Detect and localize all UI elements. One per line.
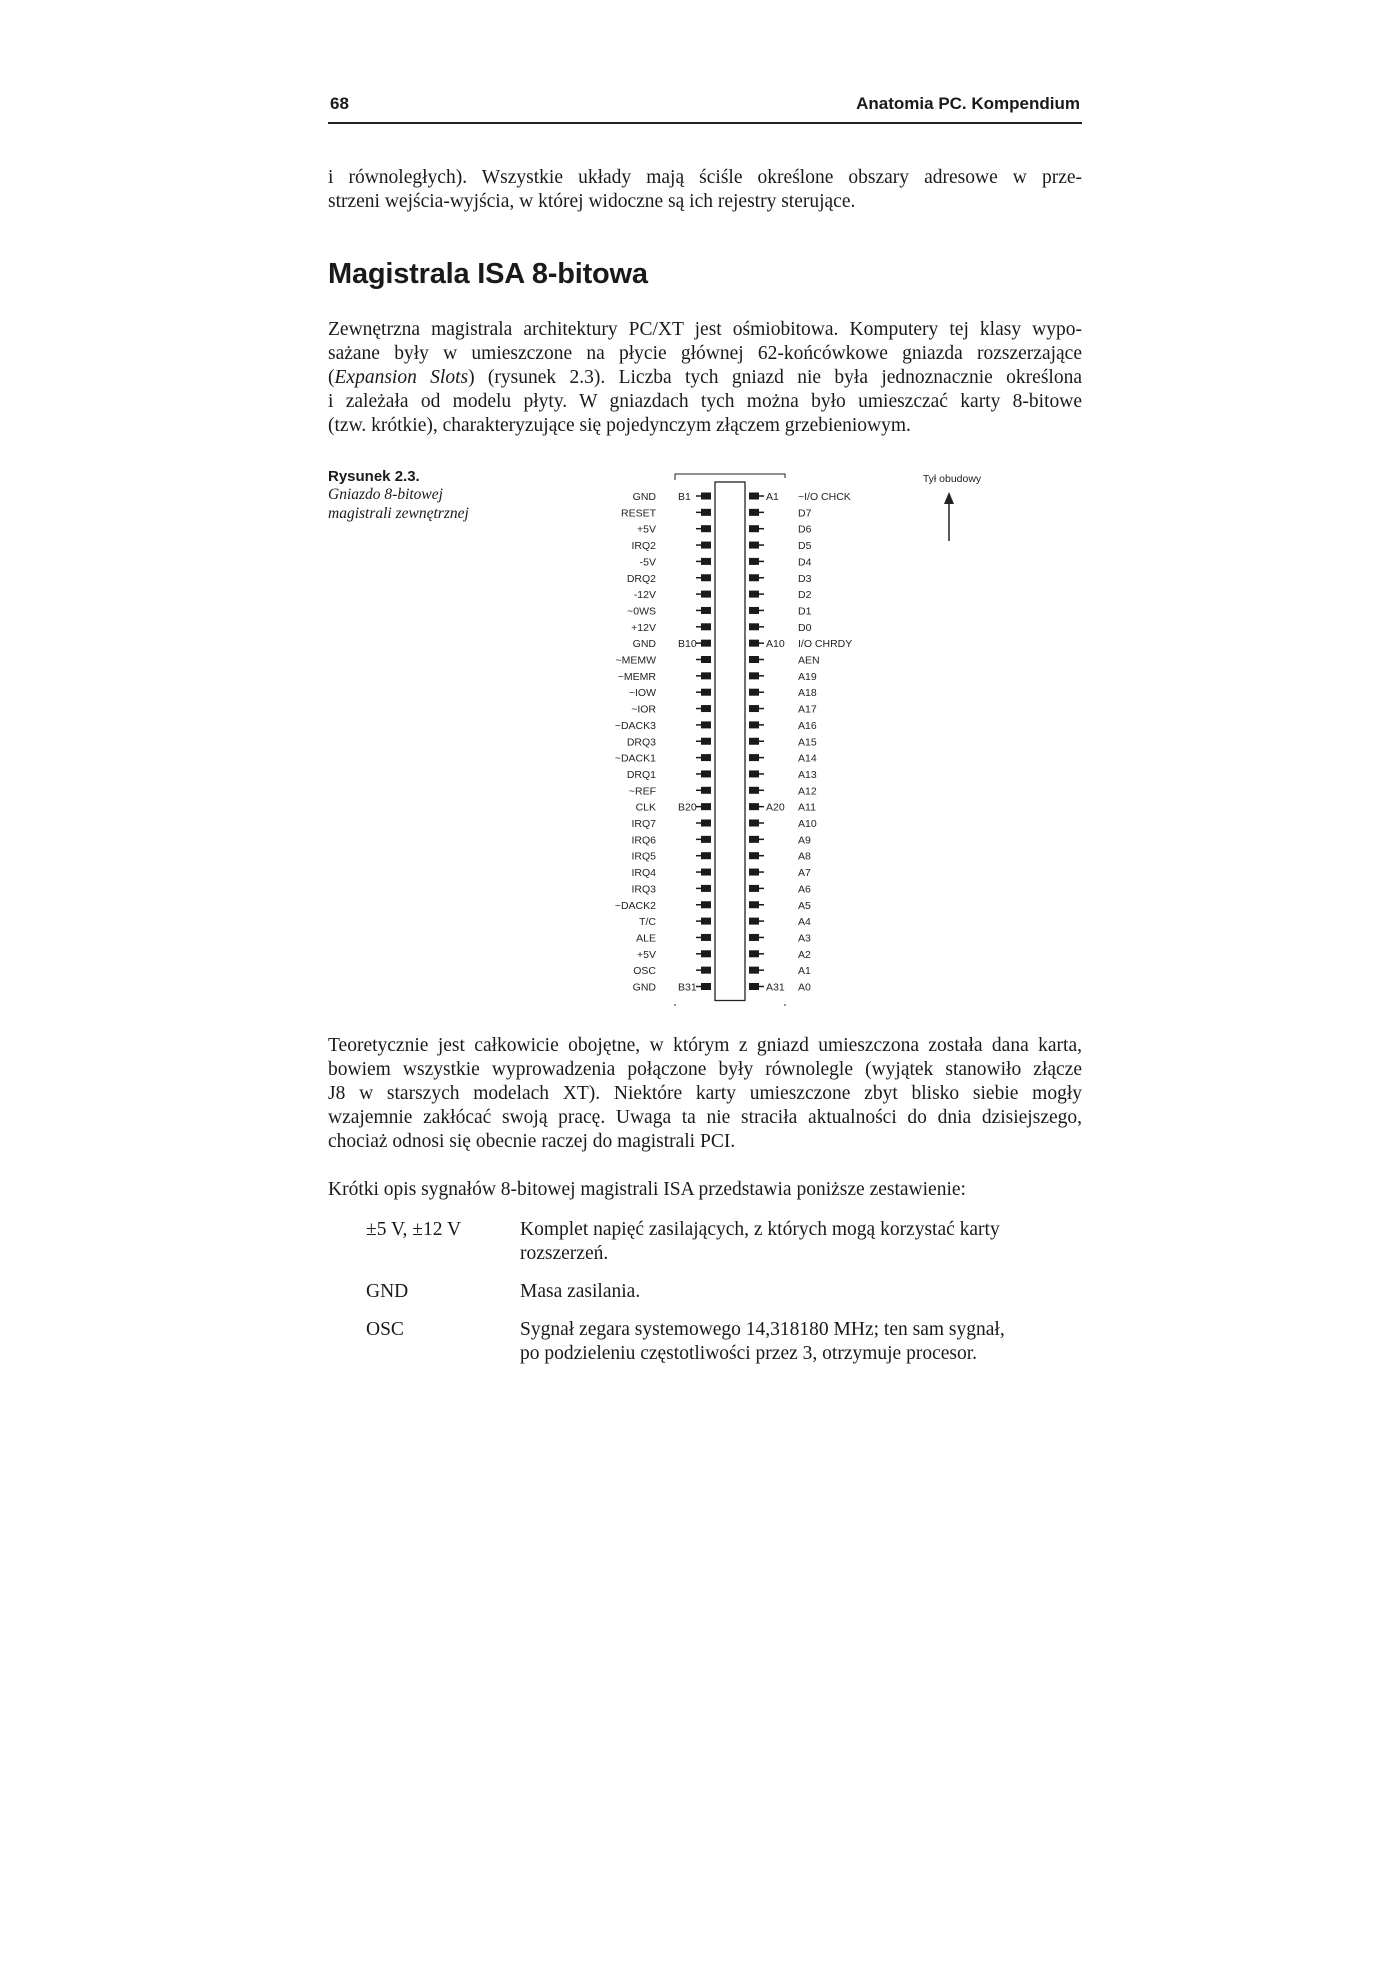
italic-term: Expansion Slots (334, 367, 469, 388)
b-side-signal-label: IRQ2 (631, 540, 656, 553)
b-side-signal-label: DRQ3 (626, 736, 656, 749)
b-side-contact (701, 509, 711, 516)
b-side-signal-label: +5V (637, 948, 656, 961)
definition-line: Sygnał zegara systemowego 14,318180 MHz; ten sam sygnał, (520, 1319, 1005, 1340)
a-side-signal-label: A4 (798, 916, 811, 929)
a-side-contact (749, 934, 759, 941)
b-side-contact (701, 852, 711, 859)
b-side-contact (701, 803, 711, 810)
text-fragment: ) (rysunek 2.3). Liczba tych gniazd nie była jednoznacznie określona (468, 367, 1082, 388)
b-pin-number: B10 (678, 638, 697, 651)
b-side-signal-label: ~REF (628, 785, 656, 798)
b-side-contact (701, 950, 711, 957)
text-line: wzajemnie zakłócać swoją pracę. Uwaga ta nie straciła aktualności do dnia dzisiejszego, (328, 1107, 1082, 1128)
b-pin-number: B1 (678, 491, 691, 503)
text-line: sażane były w umieszczone na płycie głównej 62-końcówkowe gniazda rozszerzające (328, 343, 1082, 364)
a-side-contact (749, 705, 759, 712)
a-side-contact (749, 770, 759, 777)
definition-line: Masa zasilania. (520, 1281, 641, 1302)
text-line: strzeni wejścia-wyjścia, w której widoczne są ich rejestry sterujące. (328, 191, 856, 212)
b-side-signal-label: -5V (639, 556, 656, 569)
b-side-contact (701, 558, 711, 565)
a-side-signal-label: D3 (798, 572, 812, 585)
definition-row (366, 1218, 1086, 1266)
a-side-signal-label: D6 (798, 523, 812, 536)
text-line: J8 w starszych modelach XT). Niektóre karty umieszczone zbyt blisko siebie mogły (328, 1083, 1082, 1104)
b-side-contact (701, 656, 711, 663)
a-pin-number: A20 (766, 801, 785, 814)
a-side-signal-label: ~I/O CHCK (798, 491, 851, 503)
running-header (328, 94, 1082, 124)
b-side-contact (701, 705, 711, 712)
slot-top-edge (675, 474, 785, 478)
a-side-contact (749, 787, 759, 794)
paragraph-expansion-slots (328, 318, 1082, 438)
b-side-contact (701, 493, 711, 500)
a-side-signal-label: A13 (798, 768, 817, 781)
a-side-signal-label: A18 (798, 687, 817, 700)
a-side-signal-label: D0 (798, 621, 812, 634)
a-side-contact (749, 509, 759, 516)
a-side-contact (749, 640, 759, 647)
b-side-signal-label: DRQ1 (626, 768, 656, 781)
b-side-contact (701, 525, 711, 532)
b-side-signal-label: DRQ2 (626, 572, 656, 585)
b-side-signal-label: ~MEMW (615, 654, 656, 667)
definition-row (366, 1280, 1086, 1304)
definition-row (366, 1318, 1086, 1366)
b-side-contact (701, 787, 711, 794)
page-number: 68 (330, 94, 349, 113)
a-side-contact (749, 542, 759, 549)
b-side-contact (701, 574, 711, 581)
a-side-contact (749, 869, 759, 876)
a-side-signal-label: A9 (798, 834, 811, 847)
definition-line: po podzieleniu częstotliwości przez 3, otrzymuje procesor. (520, 1343, 978, 1364)
a-side-contact (749, 493, 759, 500)
b-side-signal-label: +5V (637, 523, 656, 536)
text-line: i zależała od modelu płyty. W gniazdach tych można było umieszczać karty 8-bitowe (328, 391, 1082, 412)
b-side-signal-label: IRQ6 (631, 834, 656, 847)
a-side-contact (749, 950, 759, 957)
b-side-contact (701, 754, 711, 761)
b-side-contact (701, 623, 711, 630)
text-line: chociaż odnosi się obecnie raczej do magistrali PCI. (328, 1131, 736, 1152)
a-side-contact (749, 967, 759, 974)
text-line (328, 366, 1082, 390)
a-side-signal-label: A2 (798, 948, 811, 961)
book-title: Anatomia PC. Kompendium (856, 94, 1080, 113)
definition-term: OSC (366, 1319, 404, 1340)
b-side-contact (701, 820, 711, 827)
a-side-signal-label: A12 (798, 785, 817, 798)
a-side-signal-label: A5 (798, 899, 811, 912)
b-side-contact (701, 967, 711, 974)
a-side-contact (749, 689, 759, 696)
a-side-contact (749, 803, 759, 810)
back-of-case-label: Tył obudowy (922, 473, 982, 485)
a-side-signal-label: A16 (798, 719, 817, 732)
a-side-contact (749, 623, 759, 630)
b-side-signal-label: ~DACK1 (614, 752, 656, 765)
b-side-signal-label: IRQ3 (631, 883, 656, 896)
a-side-signal-label: D5 (798, 540, 812, 553)
b-side-signal-label: IRQ5 (631, 850, 656, 863)
slot-body (715, 482, 745, 1001)
a-side-signal-label: D7 (798, 507, 812, 520)
text-line: bowiem wszystkie wyprowadzenia połączone były równolegle (wyjątek stanowiło złącze (328, 1059, 1082, 1080)
a-side-signal-label: A17 (798, 703, 817, 716)
a-side-signal-label: A14 (798, 752, 817, 765)
a-side-contact (749, 558, 759, 565)
caption-line: Gniazdo 8-bitowej (328, 486, 443, 503)
section-heading: Magistrala ISA 8-bitowa (328, 258, 648, 290)
b-side-signal-label: GND (632, 491, 656, 503)
a-side-contact (749, 820, 759, 827)
a-side-signal-label: A6 (798, 883, 811, 896)
b-side-contact (701, 770, 711, 777)
a-side-signal-label: I/O CHRDY (798, 638, 853, 651)
figure-caption (328, 468, 508, 523)
b-side-contact (701, 672, 711, 679)
a-side-contact (749, 525, 759, 532)
a-side-signal-label: D2 (798, 589, 812, 602)
slot-bottom-edge (675, 1004, 785, 1006)
b-side-signal-label: ~MEMR (617, 670, 656, 683)
a-side-signal-label: A7 (798, 867, 811, 880)
a-side-signal-label: A8 (798, 850, 811, 863)
b-side-signal-label: +12V (631, 621, 656, 634)
b-side-signal-label: ~IOR (631, 703, 656, 716)
a-side-contact (749, 885, 759, 892)
a-side-signal-label: A1 (798, 965, 811, 978)
b-side-contact (701, 542, 711, 549)
a-side-signal-label: A11 (798, 801, 816, 814)
a-pin-number: A31 (766, 981, 785, 994)
a-pin-number: A1 (766, 491, 779, 503)
text-line: i równoległych). Wszystkie układy mają ściśle określone obszary adresowe w prze- (328, 167, 1082, 188)
a-side-contact (749, 607, 759, 614)
b-side-contact (701, 836, 711, 843)
text-line: Zewnętrzna magistrala architektury PC/XT jest ośmiobitowa. Komputery tej klasy wypo- (328, 319, 1082, 340)
b-pin-number: B31 (678, 981, 697, 994)
b-side-contact (701, 607, 711, 614)
a-side-contact (749, 901, 759, 908)
b-side-signal-label: OSC (633, 965, 656, 978)
b-side-signal-label: RESET (620, 507, 656, 520)
b-side-signal-label: IRQ7 (631, 818, 656, 830)
a-side-contact (749, 918, 759, 925)
a-side-signal-label: AEN (798, 654, 820, 667)
a-pin-number: A10 (766, 638, 785, 651)
b-side-contact (701, 591, 711, 598)
definition-term: ±5 V, ±12 V (366, 1219, 462, 1240)
b-pin-number: B20 (678, 801, 697, 814)
b-side-signal-label: ~DACK3 (614, 719, 656, 732)
caption-line: magistrali zewnętrznej (328, 505, 469, 522)
text-line: Krótki opis sygnałów 8-bitowej magistrali ISA przedstawia poniższe zestawienie: (328, 1179, 966, 1200)
a-side-contact (749, 836, 759, 843)
b-side-contact (701, 918, 711, 925)
definition-line: Komplet napięć zasilających, z których mogą korzystać karty (520, 1219, 1000, 1240)
text-fragment: ( (328, 367, 335, 388)
a-side-signal-label: D4 (798, 556, 812, 569)
b-side-contact (701, 721, 711, 728)
b-side-contact (701, 901, 711, 908)
b-side-signal-label: GND (632, 638, 656, 651)
a-side-signal-label: A0 (798, 981, 811, 994)
b-side-contact (701, 640, 711, 647)
a-side-contact (749, 656, 759, 663)
a-side-contact (749, 574, 759, 581)
b-side-contact (701, 983, 711, 990)
a-side-contact (749, 721, 759, 728)
b-side-contact (701, 738, 711, 745)
definition-term: GND (366, 1281, 409, 1302)
b-side-signal-label: ~DACK2 (614, 899, 656, 912)
b-side-signal-label: ~IOW (628, 687, 656, 700)
figure-label: Rysunek 2.3. (328, 468, 420, 485)
b-side-signal-label: CLK (635, 801, 656, 814)
intro-paragraph (328, 166, 1082, 214)
a-side-contact (749, 983, 759, 990)
a-side-signal-label: A19 (798, 670, 817, 683)
back-arrow-icon (944, 492, 954, 504)
a-side-signal-label: A10 (798, 818, 817, 830)
definition-line: rozszerzeń. (520, 1243, 609, 1264)
a-side-contact (749, 738, 759, 745)
a-side-signal-label: A3 (798, 932, 811, 945)
b-side-signal-label: T/C (639, 916, 656, 929)
b-side-signal-label: ~0WS (627, 605, 656, 618)
paragraph-signal-intro (328, 1178, 1082, 1202)
isa-slot-diagram (580, 466, 1020, 1006)
b-side-contact (701, 689, 711, 696)
isa-slot-svg (580, 466, 1020, 1006)
paragraph-slot-position (328, 1034, 1082, 1154)
signal-definition-list (366, 1218, 1086, 1380)
a-side-contact (749, 672, 759, 679)
a-side-contact (749, 852, 759, 859)
a-side-signal-label: A15 (798, 736, 817, 749)
a-side-contact (749, 754, 759, 761)
b-side-signal-label: GND (632, 981, 656, 994)
b-side-contact (701, 869, 711, 876)
b-side-contact (701, 885, 711, 892)
a-side-signal-label: D1 (798, 605, 812, 618)
b-side-contact (701, 934, 711, 941)
b-side-signal-label: -12V (633, 589, 656, 602)
text-line: Teoretycznie jest całkowicie obojętne, w którym z gniazd umieszczona została dana karta, (328, 1035, 1082, 1056)
a-side-contact (749, 591, 759, 598)
b-side-signal-label: ALE (636, 932, 656, 945)
b-side-signal-label: IRQ4 (631, 867, 656, 880)
text-line: (tzw. krótkie), charakteryzujące się pojedynczym złączem grzebieniowym. (328, 415, 911, 436)
